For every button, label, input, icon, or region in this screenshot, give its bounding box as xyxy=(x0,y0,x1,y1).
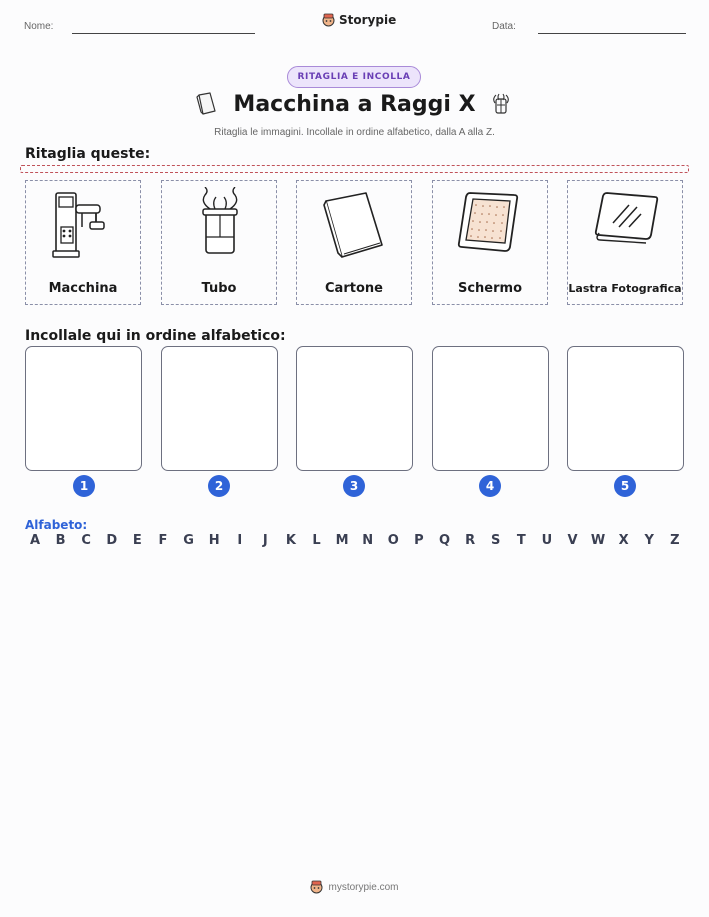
alphabet-letter: H xyxy=(208,533,220,548)
alphabet-letter: X xyxy=(618,533,629,548)
alphabet-letter: C xyxy=(81,533,91,548)
cut-card-schermo[interactable] xyxy=(432,180,548,305)
slot-number-1: 1 xyxy=(73,475,95,497)
alphabet-letter: Z xyxy=(670,533,680,548)
brand-logo xyxy=(322,13,396,27)
cut-card-cartone[interactable] xyxy=(296,180,412,305)
tube-title-icon xyxy=(487,91,515,119)
paste-slot-5[interactable] xyxy=(567,346,684,471)
storypie-mascot-icon xyxy=(322,13,335,27)
alphabet-letter: D xyxy=(106,533,118,548)
alphabet-letter: O xyxy=(387,533,399,548)
paste-slot-4[interactable] xyxy=(432,346,549,471)
alphabet-letter: M xyxy=(335,533,349,548)
storypie-mascot-icon xyxy=(310,880,323,894)
paste-heading: Incollale qui in ordine alfabetico: xyxy=(25,328,286,344)
alphabet-letter: T xyxy=(516,533,526,548)
instructions: Ritaglia le immagini. Incollale in ordine alfabetico, dalla A alla Z. xyxy=(214,127,495,138)
alphabet-letter: I xyxy=(237,533,243,548)
cardboard-icon xyxy=(320,187,390,262)
card-label: Tubo xyxy=(201,281,237,296)
alphabet-letter: A xyxy=(29,533,41,548)
alphabet-letter: V xyxy=(567,533,578,548)
cut-card-macchina[interactable] xyxy=(25,180,141,305)
date-label: Data: xyxy=(492,21,516,32)
alphabet-letter: S xyxy=(491,533,501,548)
footer xyxy=(0,880,709,894)
alphabet-row xyxy=(25,533,685,548)
alphabet-letter: E xyxy=(132,533,142,548)
alphabet-letter: J xyxy=(262,533,268,548)
alphabet-letter: L xyxy=(312,533,321,548)
cut-card-tubo[interactable] xyxy=(161,180,277,305)
paste-slot-1[interactable] xyxy=(25,346,142,471)
page-title: Macchina a Raggi X xyxy=(233,92,476,117)
photographic-plate-icon xyxy=(591,187,661,262)
name-line[interactable] xyxy=(72,33,255,34)
paste-slot-3[interactable] xyxy=(296,346,413,471)
alphabet-letter: N xyxy=(362,533,374,548)
screen-icon xyxy=(456,187,526,262)
cut-line xyxy=(20,165,689,173)
alphabet-letter: Y xyxy=(644,533,654,548)
alphabet-letter: F xyxy=(158,533,168,548)
alphabet-letter: W xyxy=(590,533,606,548)
alphabet-letter: K xyxy=(285,533,296,548)
card-label: Schermo xyxy=(457,281,523,296)
alphabet-letter: P xyxy=(414,533,424,548)
alphabet-letter: G xyxy=(183,533,194,548)
brand-name: Storypie xyxy=(339,13,397,27)
name-label: Nome: xyxy=(24,21,54,32)
slot-number-3: 3 xyxy=(343,475,365,497)
alphabet-letter: B xyxy=(55,533,66,548)
paste-slot-2[interactable] xyxy=(161,346,278,471)
xray-machine-icon xyxy=(49,187,119,262)
date-line[interactable] xyxy=(538,33,686,34)
footer-url[interactable]: mystorypie.com xyxy=(328,881,399,893)
alphabet-letter: Q xyxy=(438,533,451,548)
cut-card-lastra-fotografica[interactable] xyxy=(567,180,683,305)
tube-icon xyxy=(185,187,255,262)
card-label: Lastra Fotografica xyxy=(568,282,682,295)
slot-number-2: 2 xyxy=(208,475,230,497)
slot-number-4: 4 xyxy=(479,475,501,497)
alphabet-letter: U xyxy=(541,533,553,548)
alphabet-letter: R xyxy=(465,533,476,548)
card-label: Cartone xyxy=(325,281,383,296)
alphabet-heading: Alfabeto: xyxy=(25,518,88,532)
activity-badge: RITAGLIA E INCOLLA xyxy=(287,66,421,88)
card-label: Macchina xyxy=(48,281,118,296)
slot-number-5: 5 xyxy=(614,475,636,497)
cut-heading: Ritaglia queste: xyxy=(25,146,151,162)
